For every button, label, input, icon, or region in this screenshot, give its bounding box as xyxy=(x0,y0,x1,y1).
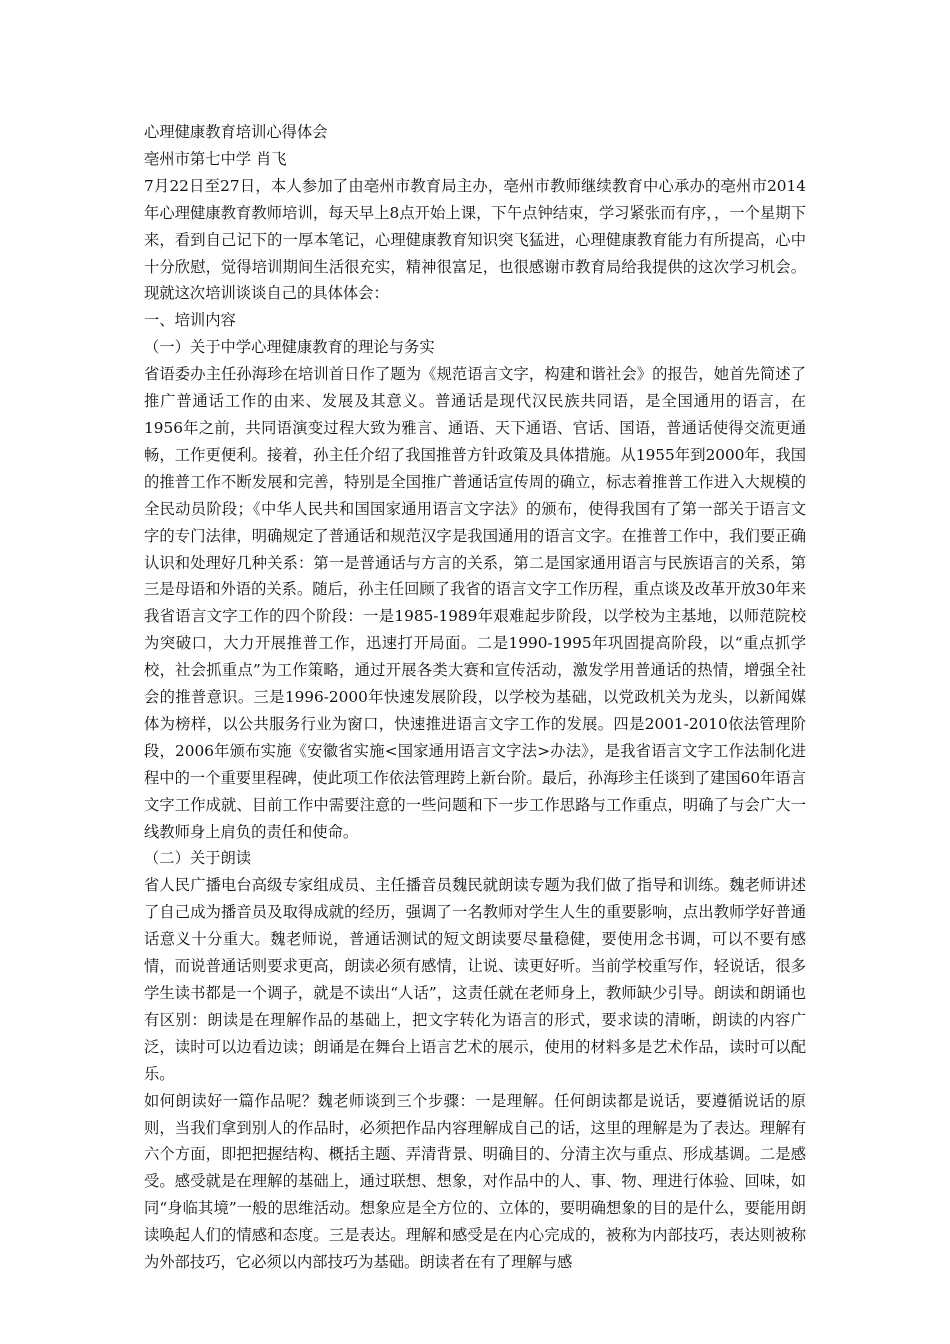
subsection-heading-reading: （二）关于朗读 xyxy=(144,849,252,868)
section-heading: 一、培训内容 xyxy=(144,311,236,330)
paragraph-reading-steps: 如何朗读好一篇作品呢？魏老师谈到三个步骤：一是理解。任何朗读都是说话，要遵循说话的原则，当我们拿到别人的作品时，必须把作品内容理解成自己的话，这里的理解是为了表达。理解有六个方面，即把把握结构、概括主题、弄清背景、明确目的、分清主次与重点、形成基调。二是感受。感受就是在理解的基础上，通过联想、想象，对作品中的人、事、物、理进行体验、回味，如同“身临其境”一般的思维活动。想象应是全方位的、立体的，要明确想象的目的是什么，要能用朗读唤起人们的情感和态度。三是表达。理解和感受是在内心完成的，被称为内部技巧，表达则被称为外部技巧，它必须以内部技巧为基础。朗读者在有了理解与感 xyxy=(144,1091,806,1272)
paragraph-reading-intro: 省人民广播电台高级专家组成员、主任播音员魏民就朗读专题为我们做了指导和训练。魏老师讲述了自己成为播音员及取得成就的经历，强调了一名教师对学生人生的重要影响，点出教师学好普通话意义十分重大。魏老师说，普通话测试的短文朗读要尽量稳健，要使用念书调，可以不要有感情，而说普通话则要求更高，朗读必须有感情，让说、读更好听。当前学校重写作，轻说话，很多学生读书都是一个调子，就是不读出“人话”，这责任就在老师身上，教师缺少引导。朗读和朗诵也有区别：朗读是在理解作品的基础上，把文字转化为语言的形式，要求读的清晰，朗读的内容广泛，读时可以边看边读；朗诵是在舞台上语言艺术的展示，使用的材料多是艺术作品，读时可以配乐。 xyxy=(144,876,806,1083)
document-page xyxy=(144,119,806,1276)
subsection-heading-theory: （一）关于中学心理健康教育的理论与务实 xyxy=(144,338,435,357)
document-title: 心理健康教育培训心得体会 xyxy=(144,123,328,141)
intro-paragraph: 7月22日至27日，本人参加了由亳州市教育局主办，亳州市教师继续教育中心承办的亳州市2014年心理健康教育教师培训，每天早上8点开始上课，下午点钟结束，学习紧张而有序，，一个星期下来，看到自己记下的一厚本笔记，心理健康教育知识突飞猛进，心理健康教育能力有所提高，心中十分欣慰，觉得培训期间生活很充实，精神很富足，也很感谢市教育局给我提供的这次学习机会。现就这次培训谈谈自己的具体体会： xyxy=(144,176,806,303)
author-line: 亳州市第七中学 肖飞 xyxy=(144,149,287,168)
paragraph-theory: 省语委办主任孙海珍在培训首日作了题为《规范语言文字，构建和谐社会》的报告，她首先简述了推广普通话工作的由来、发展及其意义。普通话是现代汉民族共同语，是全国通用的语言，在1956年之前，共同语演变过程大致为雅言、通语、天下通语、官话、国语，普通话使得交流更通畅，工作更便利。接着，孙主任介绍了我国推普方针政策及具体措施。从1955年到2000年，我国的推普工作不断发展和完善，特别是全国推广普通话宣传周的确立，标志着推普工作进入大规模的全民动员阶段；《中华人民共和国国家通用语言文字法》的颁布，使得我国有了第一部关于语言文字的专门法律，明确规定了普通话和规范汉字是我国通用的语言文字。在推普工作中，我们要正确认识和处理好几种关系：第一是普通话与方言的关系，第二是国家通用语言与民族语言的关系，第三是母语和外语的关系。随后，孙主任回顾了我省的语言文字工作历程，重点谈及改革开放30年来我省语言文字工作的四个阶段：一是1985-1989年艰难起步阶段，以学校为主基地，以师范院校为突破口，大力开展推普工作，迅速打开局面。二是1990-1995年巩固提高阶段，以“重点抓学校，社会抓重点”为工作策略，通过开展各类大赛和宣传活动，激发学用普通话的热情，增强全社会的推普意识。三是1996-2000年快速发展阶段，以学校为基础，以党政机关为龙头，以新闻媒体为榜样，以公共服务行业为窗口，快速推进语言文字工作的发展。四是2001-2010依法管理阶段，2006年颁布实施《安徽省实施<国家通用语言文字法>办法》，是我省语言文字工作法制化进程中的一个重要里程碑，使此项工作依法管理跨上新台阶。最后，孙海珍主任谈到了建国60年语言文字工作成就、目前工作中需要注意的一些问题和下一步工作思路与工作重点，明确了与会广大一线教师身上肩负的责任和使命。 xyxy=(144,365,806,841)
